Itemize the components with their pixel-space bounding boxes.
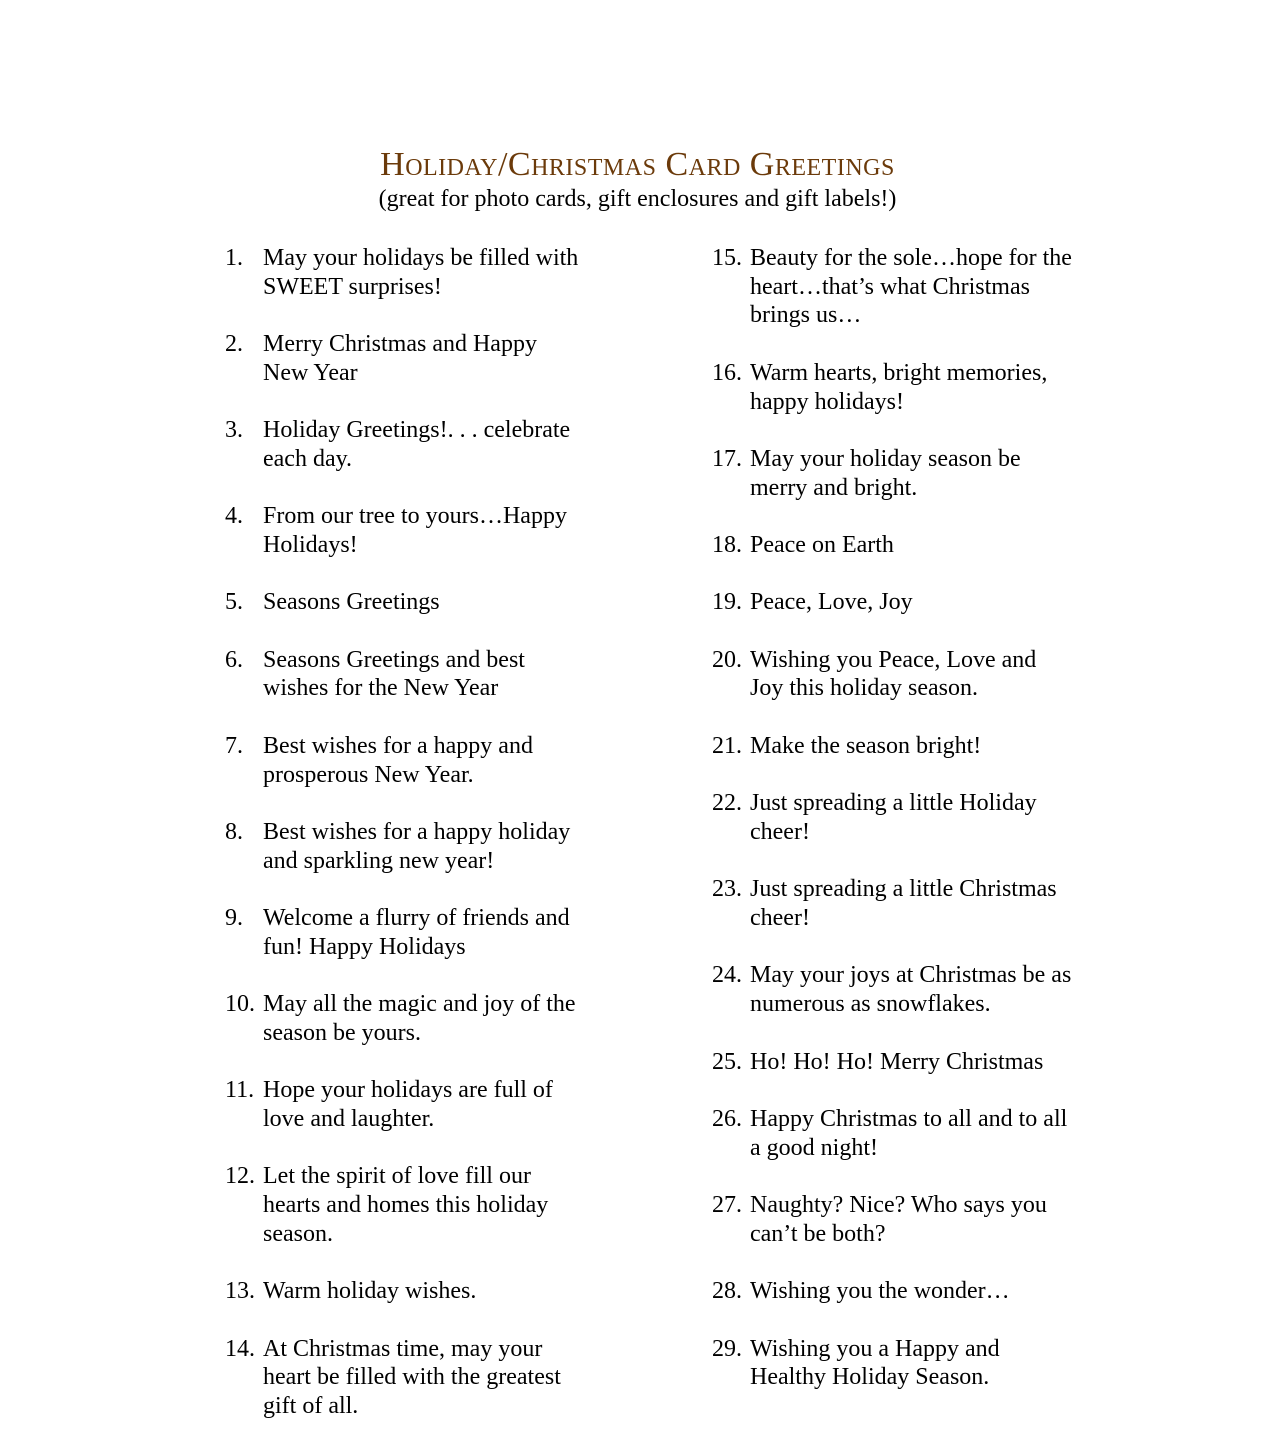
item-text-line: Wishing you the wonder… <box>750 1278 1010 1305</box>
list-item <box>712 789 1072 846</box>
item-text <box>263 904 570 961</box>
item-number: 16. <box>712 359 742 386</box>
list-item <box>712 646 1072 703</box>
list-item <box>712 1105 1072 1162</box>
document-title: Holiday/Christmas Card Greetings <box>380 146 895 183</box>
item-text-line: Joy this holiday season. <box>750 675 978 702</box>
item-text-line: May your holiday season be <box>750 445 1021 472</box>
item-text-line: Just spreading a little Christmas <box>750 876 1057 903</box>
item-text <box>750 1105 1067 1162</box>
item-text <box>263 818 570 875</box>
list-item <box>712 1277 1072 1306</box>
left-column-list <box>225 244 578 1449</box>
item-text <box>263 502 567 559</box>
item-text <box>750 1191 1047 1248</box>
item-text-line: cheer! <box>750 818 810 845</box>
item-number: 24. <box>712 962 742 989</box>
item-text <box>750 789 1037 846</box>
item-text <box>750 875 1057 932</box>
list-item <box>712 961 1072 1018</box>
item-text-line: Warm hearts, bright memories, <box>750 359 1048 386</box>
item-number: 6. <box>225 646 243 673</box>
item-text-line: Beauty for the sole…hope for the <box>750 245 1072 271</box>
item-text-line: Best wishes for a happy holiday <box>263 818 571 845</box>
item-text <box>750 588 913 617</box>
item-text <box>750 646 1036 703</box>
list-item <box>225 904 578 961</box>
item-number: 10. <box>225 991 255 1018</box>
item-text-line: Wishing you a Happy and <box>750 1335 1000 1362</box>
item-number: 9. <box>225 905 243 932</box>
list-item <box>712 732 1072 761</box>
item-number: 8. <box>225 818 243 845</box>
item-text-line: May all the magic and joy of the <box>263 991 576 1018</box>
item-number: 29. <box>712 1335 742 1362</box>
list-item <box>225 732 578 789</box>
item-text-line: Holiday Greetings!. . . celebrate <box>263 417 571 444</box>
item-text-line: Make the season bright! <box>750 732 982 759</box>
item-text <box>263 1162 548 1248</box>
item-text-line: Wishing you Peace, Love and <box>750 646 1037 673</box>
item-text-line: hearts and homes this holiday <box>263 1192 549 1219</box>
item-number: 21. <box>712 732 742 759</box>
item-number: 18. <box>712 531 742 558</box>
item-text-line: Just spreading a little Holiday <box>750 790 1037 817</box>
item-text-line: At Christmas time, may your <box>263 1335 543 1362</box>
item-text-line: season. <box>263 1220 333 1247</box>
item-text <box>750 1048 1043 1077</box>
item-number: 11. <box>225 1077 255 1104</box>
item-number: 13. <box>225 1278 255 1305</box>
list-item <box>225 416 578 473</box>
item-text-line: Holidays! <box>263 531 358 558</box>
list-item <box>225 588 578 617</box>
item-text-line: cheer! <box>750 905 810 932</box>
item-text-line: gift of all. <box>263 1392 359 1419</box>
item-text-line: each day. <box>263 445 353 472</box>
item-text <box>263 1076 553 1133</box>
item-number: 23. <box>712 876 742 903</box>
item-text-line: heart be filled with the greatest <box>263 1364 561 1391</box>
item-text-line: Hope your holidays are full of <box>263 1077 553 1104</box>
item-text-line: Merry Christmas and Happy <box>263 331 537 358</box>
item-text-line: prosperous New Year. <box>263 761 474 788</box>
list-item <box>712 875 1072 932</box>
item-text-line: a good night! <box>750 1134 878 1161</box>
item-text <box>750 445 1021 502</box>
item-number: 26. <box>712 1105 742 1132</box>
item-number: 15. <box>712 245 742 271</box>
item-text-line: and sparkling new year! <box>263 847 495 874</box>
list-item <box>225 1162 578 1248</box>
item-text-line: Ho! Ho! Ho! Merry Christmas <box>750 1048 1044 1075</box>
item-number: 22. <box>712 790 742 817</box>
item-text <box>263 990 576 1047</box>
item-text-line: numerous as snowflakes. <box>750 991 991 1018</box>
list-item <box>225 818 578 875</box>
item-text-line: wishes for the New Year <box>263 675 499 702</box>
list-item <box>712 1191 1072 1248</box>
item-text <box>750 531 894 560</box>
item-text <box>750 961 1071 1018</box>
item-text-line: brings us… <box>750 302 862 329</box>
list-item <box>712 531 1072 560</box>
item-text <box>263 588 440 617</box>
item-text-line: Happy Christmas to all and to all <box>750 1105 1068 1132</box>
item-text-line: Let the spirit of love fill our <box>263 1163 531 1190</box>
item-text <box>750 732 981 761</box>
list-item <box>225 1277 578 1306</box>
item-text-line: Naughty? Nice? Who says you <box>750 1192 1047 1219</box>
item-text-line: Peace on Earth <box>750 531 894 558</box>
item-number: 1. <box>225 245 243 271</box>
item-text <box>263 646 525 703</box>
list-item <box>712 359 1072 416</box>
item-text-line: SWEET surprises! <box>263 273 442 300</box>
item-text <box>750 1335 1000 1392</box>
right-column-list <box>712 244 1072 1421</box>
list-item <box>712 1335 1072 1392</box>
list-item <box>712 1048 1072 1077</box>
item-number: 14. <box>225 1335 255 1362</box>
item-number: 19. <box>712 589 742 616</box>
item-number: 12. <box>225 1163 255 1190</box>
list-item <box>225 1335 578 1421</box>
item-text-line: heart…that’s what Christmas <box>750 273 1030 300</box>
item-number: 4. <box>225 503 243 530</box>
item-text-line: season be yours. <box>263 1019 421 1046</box>
item-text <box>263 732 533 789</box>
item-text-line: love and laughter. <box>263 1105 435 1132</box>
item-number: 20. <box>712 646 742 673</box>
item-text-line: Healthy Holiday Season. <box>750 1364 990 1391</box>
item-text <box>750 359 1047 416</box>
item-number: 17. <box>712 445 742 472</box>
list-item <box>712 244 1072 330</box>
item-text-line: Best wishes for a happy and <box>263 732 533 759</box>
item-number: 25. <box>712 1048 742 1075</box>
item-text-line: Peace, Love, Joy <box>750 589 913 616</box>
list-item <box>225 330 578 387</box>
list-item <box>225 1076 578 1133</box>
item-text-line: happy holidays! <box>750 388 904 415</box>
item-number: 7. <box>225 732 243 759</box>
item-text-line: fun! Happy Holidays <box>263 933 466 960</box>
item-text <box>263 416 570 473</box>
item-text-line: May your joys at Christmas be as <box>750 962 1072 989</box>
item-text-line: New Year <box>263 359 358 386</box>
item-text-line: merry and bright. <box>750 474 918 501</box>
item-text <box>750 244 1072 330</box>
item-number: 27. <box>712 1192 742 1219</box>
list-item <box>225 502 578 559</box>
list-item <box>712 588 1072 617</box>
item-number: 5. <box>225 589 243 616</box>
item-text-line: From our tree to yours…Happy <box>263 503 567 530</box>
item-text-line: May your holidays be filled with <box>263 245 579 271</box>
item-text <box>750 1277 1010 1306</box>
document-subtitle: (great for photo cards, gift enclosures and gift labels!) <box>378 186 897 212</box>
item-text-line: can’t be both? <box>750 1220 886 1247</box>
item-text <box>263 1335 561 1421</box>
item-text-line: Welcome a flurry of friends and <box>263 905 570 932</box>
list-item <box>225 990 578 1047</box>
list-item <box>225 244 578 301</box>
item-text-line: Seasons Greetings <box>263 589 440 616</box>
item-text <box>263 330 537 387</box>
item-number: 2. <box>225 331 243 358</box>
item-text-line: Warm holiday wishes. <box>263 1278 477 1305</box>
list-item <box>712 445 1072 502</box>
item-text-line: Seasons Greetings and best <box>263 646 525 673</box>
list-item <box>225 646 578 703</box>
item-number: 3. <box>225 417 243 444</box>
item-number: 28. <box>712 1278 742 1305</box>
item-text <box>263 1277 476 1306</box>
item-text <box>263 244 578 301</box>
